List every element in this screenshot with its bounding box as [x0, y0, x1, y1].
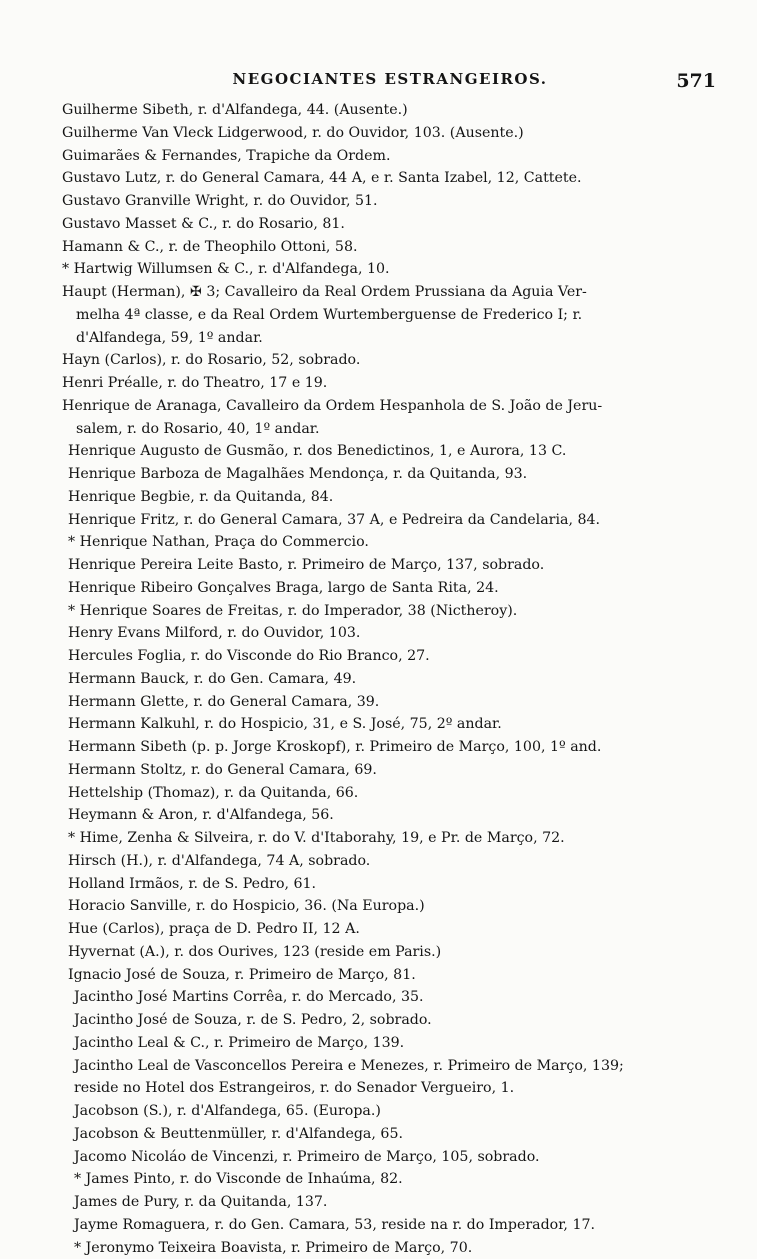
page-header: [60, 70, 720, 98]
list-item: Hirsch (H.), r. d'Alfandega, 74 A, sobrado.: [62, 850, 722, 873]
list-item: Guilherme Van Vleck Lidgerwood, r. do Ouvidor, 103. (Ausente.): [62, 122, 722, 145]
list-item: Hermann Bauck, r. do Gen. Camara, 49.: [62, 668, 722, 691]
list-item: Henrique Augusto de Gusmão, r. dos Benedictinos, 1, e Aurora, 13 C.: [62, 440, 722, 463]
list-item: Hayn (Carlos), r. do Rosario, 52, sobrado.: [62, 349, 722, 372]
list-item: Jacintho José Martins Corrêa, r. do Mercado, 35.: [62, 986, 722, 1009]
list-item: Henry Evans Milford, r. do Ouvidor, 103.: [62, 622, 722, 645]
list-item: Jayme Romaguera, r. do Gen. Camara, 53, reside na r. do Imperador, 17.: [62, 1214, 722, 1237]
list-item: Hue (Carlos), praça de D. Pedro II, 12 A.: [62, 918, 722, 941]
list-item: * Hartwig Willumsen & C., r. d'Alfandega, 10.: [62, 258, 722, 281]
list-item: Jacintho Leal de Vasconcellos Pereira e Menezes, r. Primeiro de Março, 139;: [62, 1055, 722, 1078]
list-item-continuation: melha 4ª classe, e da Real Ordem Wurtemberguense de Frederico I; r.: [62, 304, 722, 327]
list-item: Henrique de Aranaga, Cavalleiro da Ordem Hespanhola de S. João de Jeru-: [62, 395, 722, 418]
list-item: Guilherme Sibeth, r. d'Alfandega, 44. (Ausente.): [62, 99, 722, 122]
list-item: Gustavo Masset & C., r. do Rosario, 81.: [62, 213, 722, 236]
list-item: Gustavo Granville Wright, r. do Ouvidor, 51.: [62, 190, 722, 213]
list-item: Jacobson (S.), r. d'Alfandega, 65. (Europa.): [62, 1100, 722, 1123]
list-item: Henrique Fritz, r. do General Camara, 37 A, e Pedreira da Candelaria, 84.: [62, 509, 722, 532]
list-item: Jacintho José de Souza, r. de S. Pedro, 2, sobrado.: [62, 1009, 722, 1032]
list-item-continuation: salem, r. do Rosario, 40, 1º andar.: [62, 418, 722, 441]
list-item: Hettelship (Thomaz), r. da Quitanda, 66.: [62, 782, 722, 805]
directory-list: [62, 99, 722, 1259]
list-item: Ignacio José de Souza, r. Primeiro de Março, 81.: [62, 964, 722, 987]
list-item: Heymann & Aron, r. d'Alfandega, 56.: [62, 804, 722, 827]
list-item: Hermann Stoltz, r. do General Camara, 69.: [62, 759, 722, 782]
list-item: Henri Préalle, r. do Theatro, 17 e 19.: [62, 372, 722, 395]
list-item: Holland Irmãos, r. de S. Pedro, 61.: [62, 873, 722, 896]
list-item: James de Pury, r. da Quitanda, 137.: [62, 1191, 722, 1214]
list-item: Jacintho Leal & C., r. Primeiro de Março, 139.: [62, 1032, 722, 1055]
list-item: Henrique Begbie, r. da Quitanda, 84.: [62, 486, 722, 509]
list-item: Hermann Sibeth (p. p. Jorge Kroskopf), r. Primeiro de Março, 100, 1º and.: [62, 736, 722, 759]
list-item: Jacobson & Beuttenmüller, r. d'Alfandega, 65.: [62, 1123, 722, 1146]
page-number: 571: [676, 70, 716, 92]
list-item: Henrique Pereira Leite Basto, r. Primeiro de Março, 137, sobrado.: [62, 554, 722, 577]
list-item: Horacio Sanville, r. do Hospicio, 36. (Na Europa.): [62, 895, 722, 918]
list-item: Haupt (Herman), ✠ 3; Cavalleiro da Real Ordem Prussiana da Aguia Ver-: [62, 281, 722, 304]
list-item: * Hime, Zenha & Silveira, r. do V. d'Itaborahy, 19, e Pr. de Março, 72.: [62, 827, 722, 850]
list-item: Hyvernat (A.), r. dos Ourives, 123 (reside em Paris.): [62, 941, 722, 964]
list-item: Hercules Foglia, r. do Visconde do Rio Branco, 27.: [62, 645, 722, 668]
list-item: Jacomo Nicoláo de Vincenzi, r. Primeiro de Março, 105, sobrado.: [62, 1146, 722, 1169]
list-item: * Henrique Soares de Freitas, r. do Imperador, 38 (Nictheroy).: [62, 600, 722, 623]
list-item: Henrique Ribeiro Gonçalves Braga, largo de Santa Rita, 24.: [62, 577, 722, 600]
list-item: Hermann Glette, r. do General Camara, 39.: [62, 691, 722, 714]
list-item: * Henrique Nathan, Praça do Commercio.: [62, 531, 722, 554]
list-item-continuation: reside no Hotel dos Estrangeiros, r. do Senador Vergueiro, 1.: [62, 1077, 722, 1100]
list-item: Gustavo Lutz, r. do General Camara, 44 A, e r. Santa Izabel, 12, Cattete.: [62, 167, 722, 190]
list-item: Hamann & C., r. de Theophilo Ottoni, 58.: [62, 236, 722, 259]
page-title: NEGOCIANTES ESTRANGEIROS.: [60, 70, 720, 88]
list-item: Guimarães & Fernandes, Trapiche da Ordem.: [62, 145, 722, 168]
list-item-continuation: d'Alfandega, 59, 1º andar.: [62, 327, 722, 350]
list-item: Henrique Barboza de Magalhães Mendonça, r. da Quitanda, 93.: [62, 463, 722, 486]
list-item: * Jeronymo Teixeira Boavista, r. Primeiro de Março, 70.: [62, 1237, 722, 1259]
list-item: Hermann Kalkuhl, r. do Hospicio, 31, e S. José, 75, 2º andar.: [62, 713, 722, 736]
list-item: * James Pinto, r. do Visconde de Inhaúma, 82.: [62, 1168, 722, 1191]
